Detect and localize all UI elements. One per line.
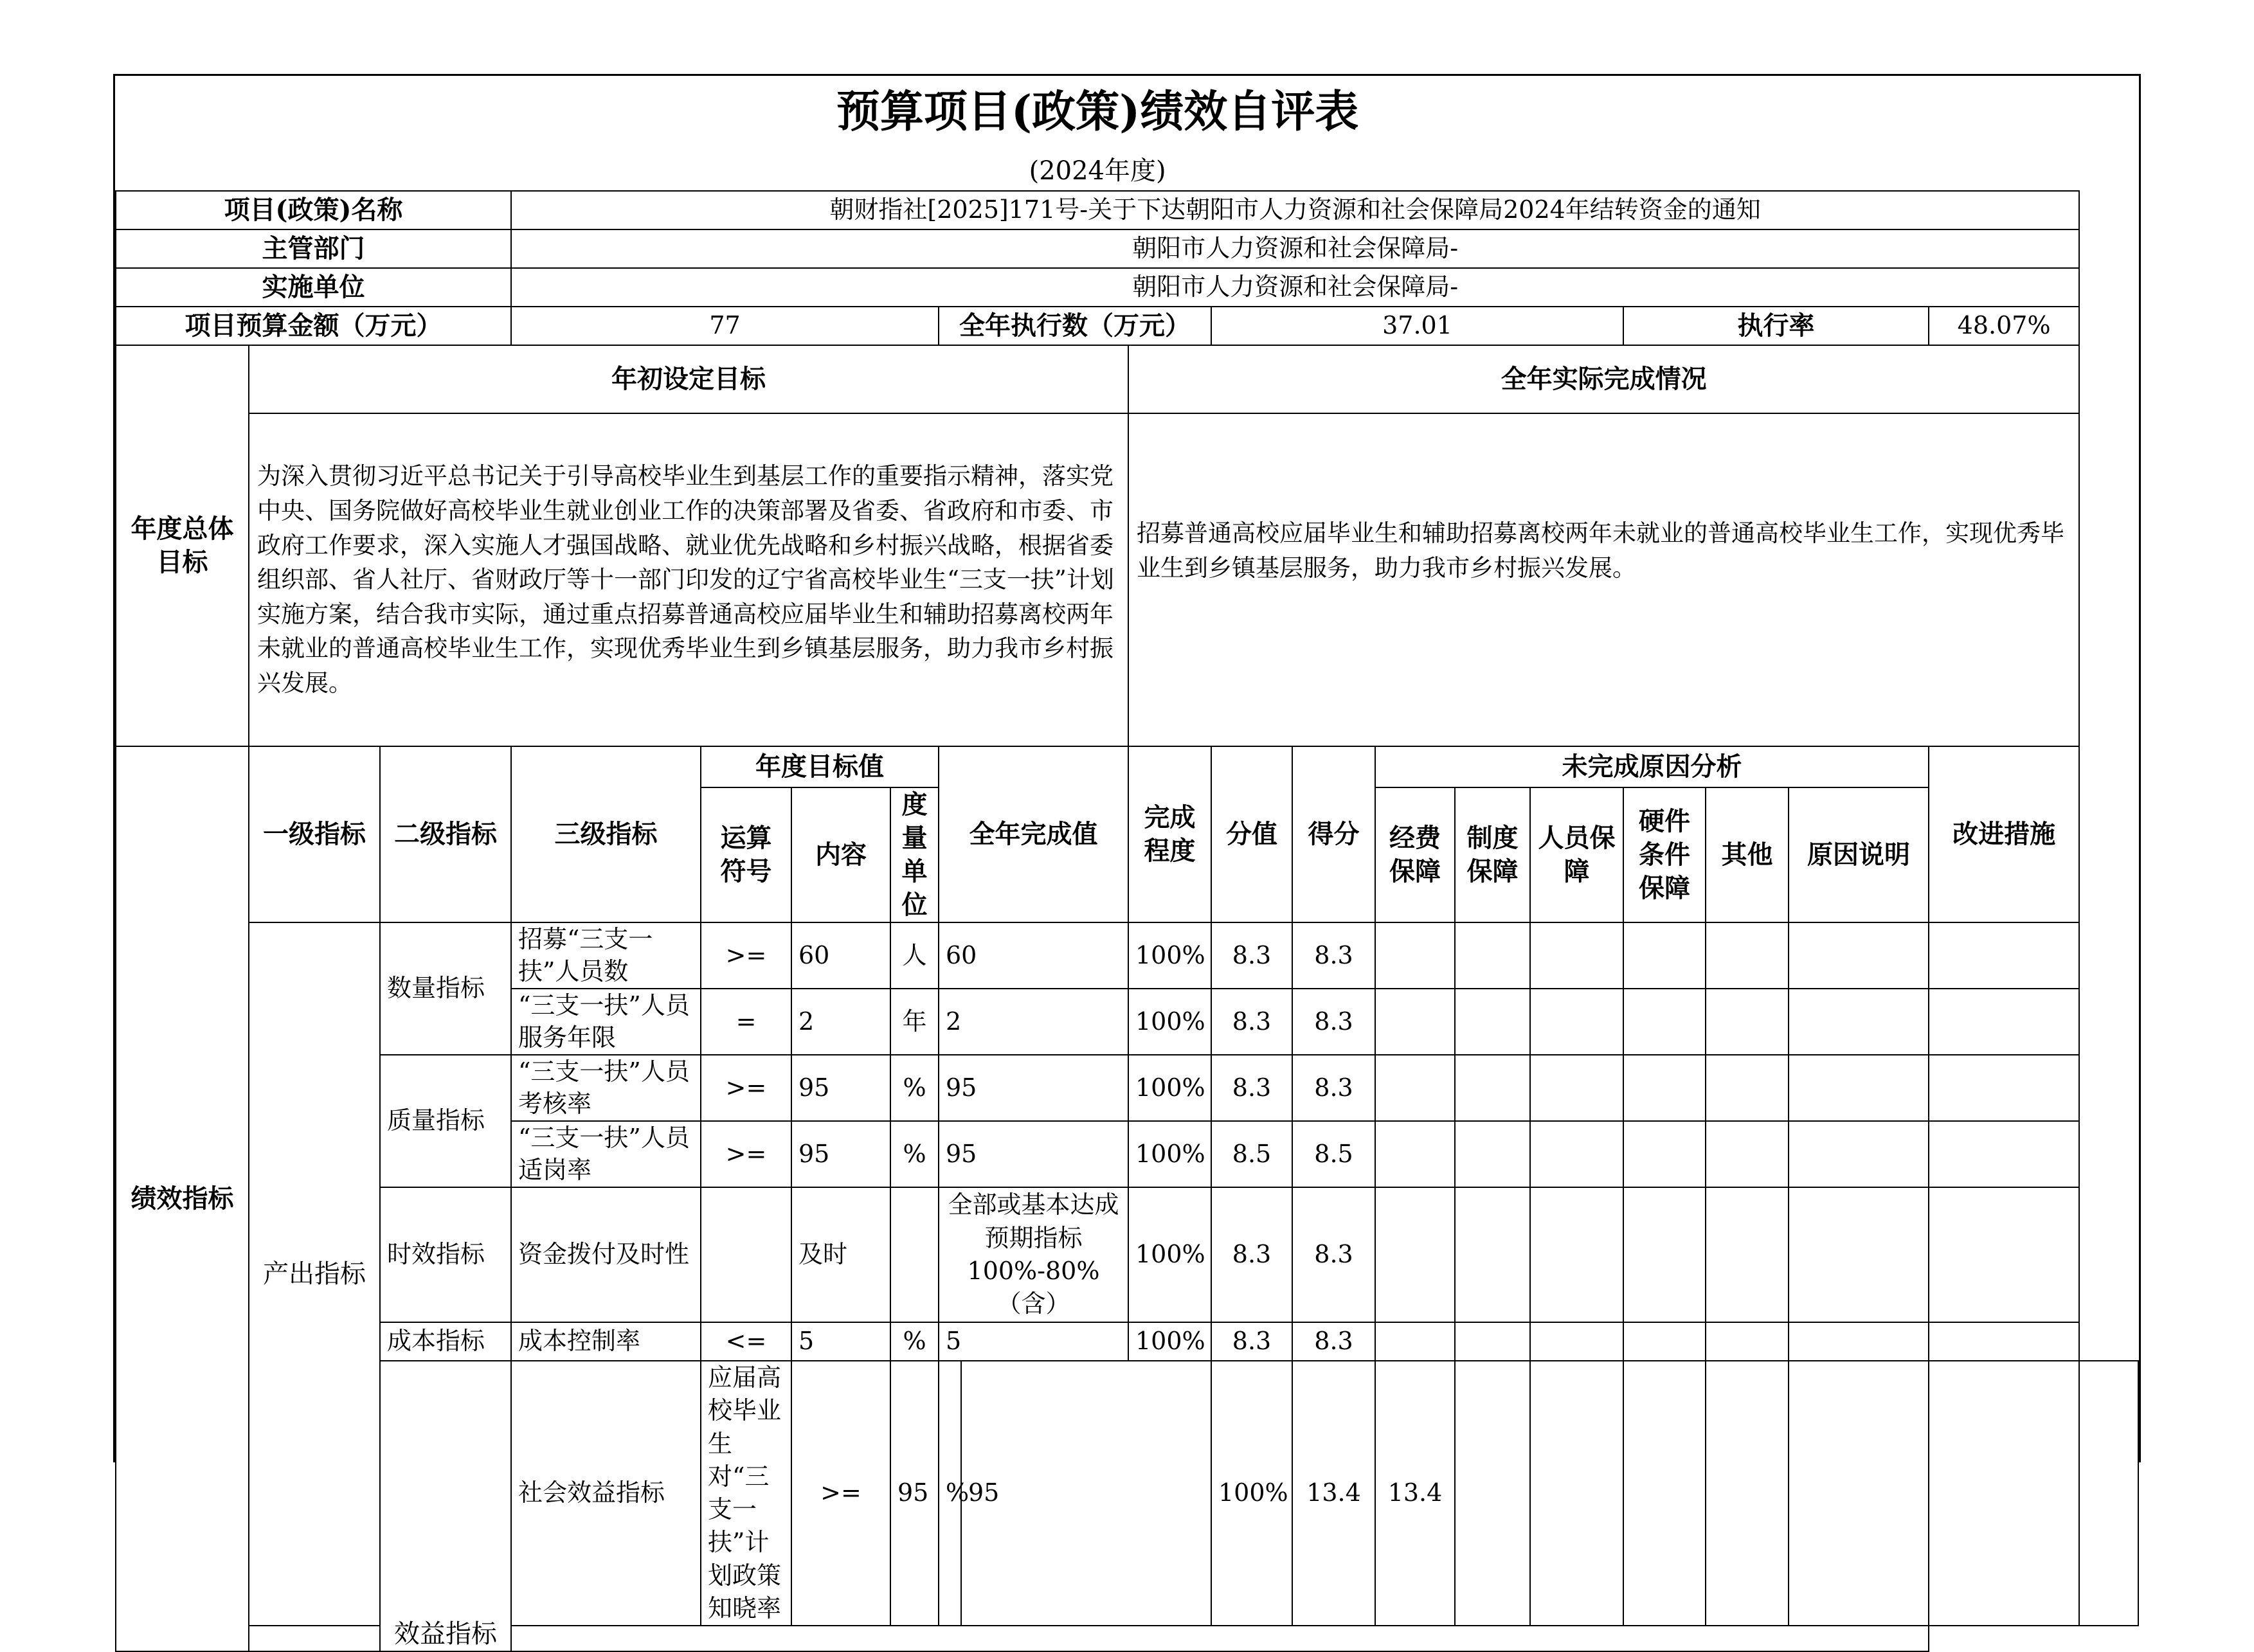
- reason-explain-cell: [1789, 922, 1929, 989]
- evaluation-sheet: [113, 74, 2141, 1649]
- reason-explain-cell: [1789, 1055, 1929, 1121]
- reason-explain-cell: [1929, 1361, 2079, 1626]
- header-content: 内容: [791, 787, 890, 922]
- page-title: 预算项目(政策)绩效自评表: [836, 85, 1359, 138]
- indicator-points: 8.3: [1211, 989, 1292, 1055]
- header-points: 分值: [1211, 746, 1292, 922]
- indicator-unit: 人: [890, 922, 939, 989]
- reason-explain-cell: [1789, 989, 1929, 1055]
- table-row: [116, 1322, 2138, 1361]
- social-indicator-label: 社会效益指标: [511, 1361, 701, 1626]
- reason-other-cell: [1706, 1187, 1789, 1322]
- improve-cell: [2079, 1361, 2138, 1626]
- improve-cell: [1929, 1322, 2079, 1361]
- indicator-points: 8.3: [1211, 1322, 1292, 1361]
- reason-staff-cell: [1530, 1322, 1623, 1361]
- indicator-unit: %: [890, 1121, 939, 1187]
- reason-explain-cell: [1789, 1121, 1929, 1187]
- indicator-actual: 60: [939, 922, 1128, 989]
- improve-cell: [1929, 1055, 2079, 1121]
- reason-hardware-cell: [1706, 1361, 1789, 1626]
- indicator-score: 8.3: [1292, 1187, 1375, 1322]
- budget-label: 项目预算金额（万元）: [116, 307, 511, 345]
- executed-value: 37.01: [1211, 307, 1623, 345]
- reason-hardware-cell: [1623, 1121, 1706, 1187]
- reason-staff-cell: [1530, 989, 1623, 1055]
- indicator-name: 应届高校毕业生对“三支一扶”计划政策知晓率: [701, 1361, 791, 1626]
- indicator-op: >=: [701, 1055, 791, 1121]
- reason-hardware-cell: [1623, 989, 1706, 1055]
- reason-funding-cell: [1455, 1361, 1530, 1626]
- indicator-content: 95: [791, 1055, 890, 1121]
- header-actual: 全年完成值: [939, 746, 1128, 922]
- output-indicator-label: 产出指标: [249, 922, 380, 1626]
- actual-completion-header: 全年实际完成情况: [1128, 345, 2079, 413]
- project-name-label: 项目(政策)名称: [116, 191, 511, 229]
- indicator-points: 8.3: [1211, 1187, 1292, 1322]
- indicator-score: 8.5: [1292, 1121, 1375, 1187]
- reason-funding-cell: [1375, 1322, 1455, 1361]
- indicator-op: [701, 1187, 791, 1322]
- reason-hardware-cell: [1623, 922, 1706, 989]
- indicator-name: 招募“三支一扶”人员数: [511, 922, 701, 989]
- reason-system-cell: [1455, 1121, 1530, 1187]
- indicator-name: 成本控制率: [511, 1322, 701, 1361]
- rate-value: 48.07%: [1929, 307, 2079, 345]
- indicator-content: 95: [791, 1121, 890, 1187]
- indicator-degree: 100%: [1128, 922, 1211, 989]
- indicators-label: 绩效指标: [116, 746, 249, 1651]
- dept-label: 主管部门: [116, 229, 511, 268]
- improve-cell: [1929, 922, 2079, 989]
- reason-other-cell: [1706, 922, 1789, 989]
- evaluation-table: [115, 76, 2139, 1652]
- indicator-unit: %: [890, 1322, 939, 1361]
- header-level3: 三级指标: [511, 746, 701, 922]
- header-score: 得分: [1292, 746, 1375, 922]
- indicator-points: 8.3: [1211, 1055, 1292, 1121]
- header-target-group: 年度目标值: [701, 746, 939, 787]
- header-degree: 完成程度: [1128, 746, 1211, 922]
- improve-cell: [1929, 989, 2079, 1055]
- indicator-degree: 100%: [1211, 1361, 1292, 1626]
- indicator-degree: 100%: [1128, 1187, 1211, 1322]
- reason-staff-cell: [1623, 1361, 1706, 1626]
- indicator-name: 资金拨付及时性: [511, 1187, 701, 1322]
- dept-value: 朝阳市人力资源和社会保障局-: [511, 229, 2079, 268]
- reason-other-cell: [1706, 989, 1789, 1055]
- reason-system-cell: [1455, 922, 1530, 989]
- reason-hardware-cell: [1623, 1187, 1706, 1322]
- header-level1: 一级指标: [249, 746, 380, 922]
- reason-funding-cell: [1375, 1055, 1455, 1121]
- reason-hardware-cell: [1623, 1322, 1706, 1361]
- indicator-name: “三支一扶”人员适岗率: [511, 1121, 701, 1187]
- indicator-actual: 95: [939, 1121, 1128, 1187]
- table-row: [116, 1361, 2138, 1626]
- indicator-degree: 100%: [1128, 1055, 1211, 1121]
- reason-staff-cell: [1530, 1187, 1623, 1322]
- indicator-score: 8.3: [1292, 1055, 1375, 1121]
- indicator-points: 13.4: [1292, 1361, 1375, 1626]
- header-hardware: 硬件条件保障: [1623, 787, 1706, 922]
- reason-funding-cell: [1375, 1121, 1455, 1187]
- initial-goal-header: 年初设定目标: [249, 345, 1128, 413]
- reason-system-cell: [1455, 1322, 1530, 1361]
- header-level2: 二级指标: [380, 746, 511, 922]
- initial-goal-text: 为深入贯彻习近平总书记关于引导高校毕业生到基层工作的重要指示精神，落实党中央、国务院做好高校毕业生就业创业工作的决策部署及省委、省政府和市委、市政府工作要求，深入实施人才强国战略、就业优先战略和乡村振兴战略，根据省委组织部、省人社厅、省财政厅等十一部门印发的辽宁省高校毕业生“三支一扶”计划实施方案，结合我市实际，通过重点招募普通高校应届毕业生和辅助招募离校两年未就业的普通高校毕业生工作，实现优秀毕业生到乡镇基层服务，助力我市乡村振兴发展。: [249, 413, 1128, 746]
- indicator-actual: 5: [939, 1322, 1128, 1361]
- budget-value: 77: [511, 307, 939, 345]
- indicator-degree: 100%: [1128, 1322, 1211, 1361]
- indicator-actual: 95: [939, 1055, 1128, 1121]
- reason-funding-cell: [1375, 989, 1455, 1055]
- reason-explain-cell: [1789, 1322, 1929, 1361]
- reason-staff-cell: [1530, 1055, 1623, 1121]
- cost-indicator-label: 成本指标: [380, 1322, 511, 1361]
- header-unit: 度量单位: [890, 787, 939, 922]
- indicator-content: 及时: [791, 1187, 890, 1322]
- header-op: 运算符号: [701, 787, 791, 922]
- header-improve: 改进措施: [1929, 746, 2079, 922]
- improve-cell: [1929, 1187, 2079, 1322]
- reason-other-cell: [1789, 1361, 1929, 1626]
- reason-other-cell: [1706, 1055, 1789, 1121]
- executed-label: 全年执行数（万元）: [939, 307, 1211, 345]
- reason-staff-cell: [1530, 922, 1623, 989]
- quantity-indicator-label: 数量指标: [380, 922, 511, 1055]
- reason-system-cell: [1530, 1361, 1623, 1626]
- indicator-degree: 100%: [1128, 989, 1211, 1055]
- unit-value: 朝阳市人力资源和社会保障局-: [511, 268, 2079, 307]
- indicator-content: 95: [890, 1361, 939, 1626]
- improve-cell: [1929, 1121, 2079, 1187]
- reason-staff-cell: [1530, 1121, 1623, 1187]
- indicator-score: 8.3: [1292, 989, 1375, 1055]
- indicator-unit: %: [939, 1361, 961, 1626]
- table-row: [116, 1187, 2138, 1322]
- indicator-points: 8.3: [1211, 922, 1292, 989]
- benefit-indicator-label: 效益指标: [380, 1361, 511, 1651]
- indicator-unit: [890, 1187, 939, 1322]
- reason-hardware-cell: [1623, 1055, 1706, 1121]
- reason-funding-cell: [1375, 1187, 1455, 1322]
- indicator-actual: 2: [939, 989, 1128, 1055]
- reason-system-cell: [1455, 1055, 1530, 1121]
- indicator-score: 8.3: [1292, 922, 1375, 989]
- table-row: [116, 922, 2138, 989]
- reason-other-cell: [1706, 1322, 1789, 1361]
- indicator-actual: 95: [961, 1361, 1211, 1626]
- indicator-name: “三支一扶”人员服务年限: [511, 989, 701, 1055]
- indicator-op: <=: [701, 1322, 791, 1361]
- unit-label: 实施单位: [116, 268, 511, 307]
- rate-label: 执行率: [1623, 307, 1929, 345]
- table-row: [116, 1055, 2138, 1121]
- indicator-content: 2: [791, 989, 890, 1055]
- indicator-op: >=: [791, 1361, 890, 1626]
- project-name-value: 朝财指社[2025]171号-关于下达朝阳市人力资源和社会保障局2024年结转资金的通知: [511, 191, 2079, 229]
- indicator-op: =: [701, 989, 791, 1055]
- indicator-degree: 100%: [1128, 1121, 1211, 1187]
- reason-system-cell: [1455, 1187, 1530, 1322]
- reason-explain-cell: [1789, 1187, 1929, 1322]
- header-other: 其他: [1706, 787, 1789, 922]
- indicator-name: “三支一扶”人员考核率: [511, 1055, 701, 1121]
- indicator-unit: 年: [890, 989, 939, 1055]
- continuation-cell: [249, 1626, 1929, 1651]
- indicator-score: 13.4: [1375, 1361, 1455, 1626]
- indicator-actual: 全部或基本达成预期指标100%-80%（含）: [939, 1187, 1128, 1322]
- indicator-score: 8.3: [1292, 1322, 1375, 1361]
- header-funding: 经费保障: [1375, 787, 1455, 922]
- reason-funding-cell: [1375, 922, 1455, 989]
- indicator-points: 8.5: [1211, 1121, 1292, 1187]
- header-explain: 原因说明: [1789, 787, 1929, 922]
- header-reason-group: 未完成原因分析: [1375, 746, 1929, 787]
- indicator-content: 60: [791, 922, 890, 989]
- timeliness-indicator-label: 时效指标: [380, 1187, 511, 1322]
- quality-indicator-label: 质量指标: [380, 1055, 511, 1187]
- indicator-content: 5: [791, 1322, 890, 1361]
- header-staff: 人员保障: [1530, 787, 1623, 922]
- annual-goal-label: 年度总体目标: [116, 345, 249, 746]
- indicator-op: >=: [701, 922, 791, 989]
- reason-other-cell: [1706, 1121, 1789, 1187]
- indicator-op: >=: [701, 1121, 791, 1187]
- reason-system-cell: [1455, 989, 1530, 1055]
- header-system: 制度保障: [1455, 787, 1530, 922]
- indicator-unit: %: [890, 1055, 939, 1121]
- year-label: (2024年度): [116, 147, 2079, 191]
- actual-completion-text: 招募普通高校应届毕业生和辅助招募离校两年未就业的普通高校毕业生工作，实现优秀毕业生到乡镇基层服务，助力我市乡村振兴发展。: [1128, 413, 2079, 746]
